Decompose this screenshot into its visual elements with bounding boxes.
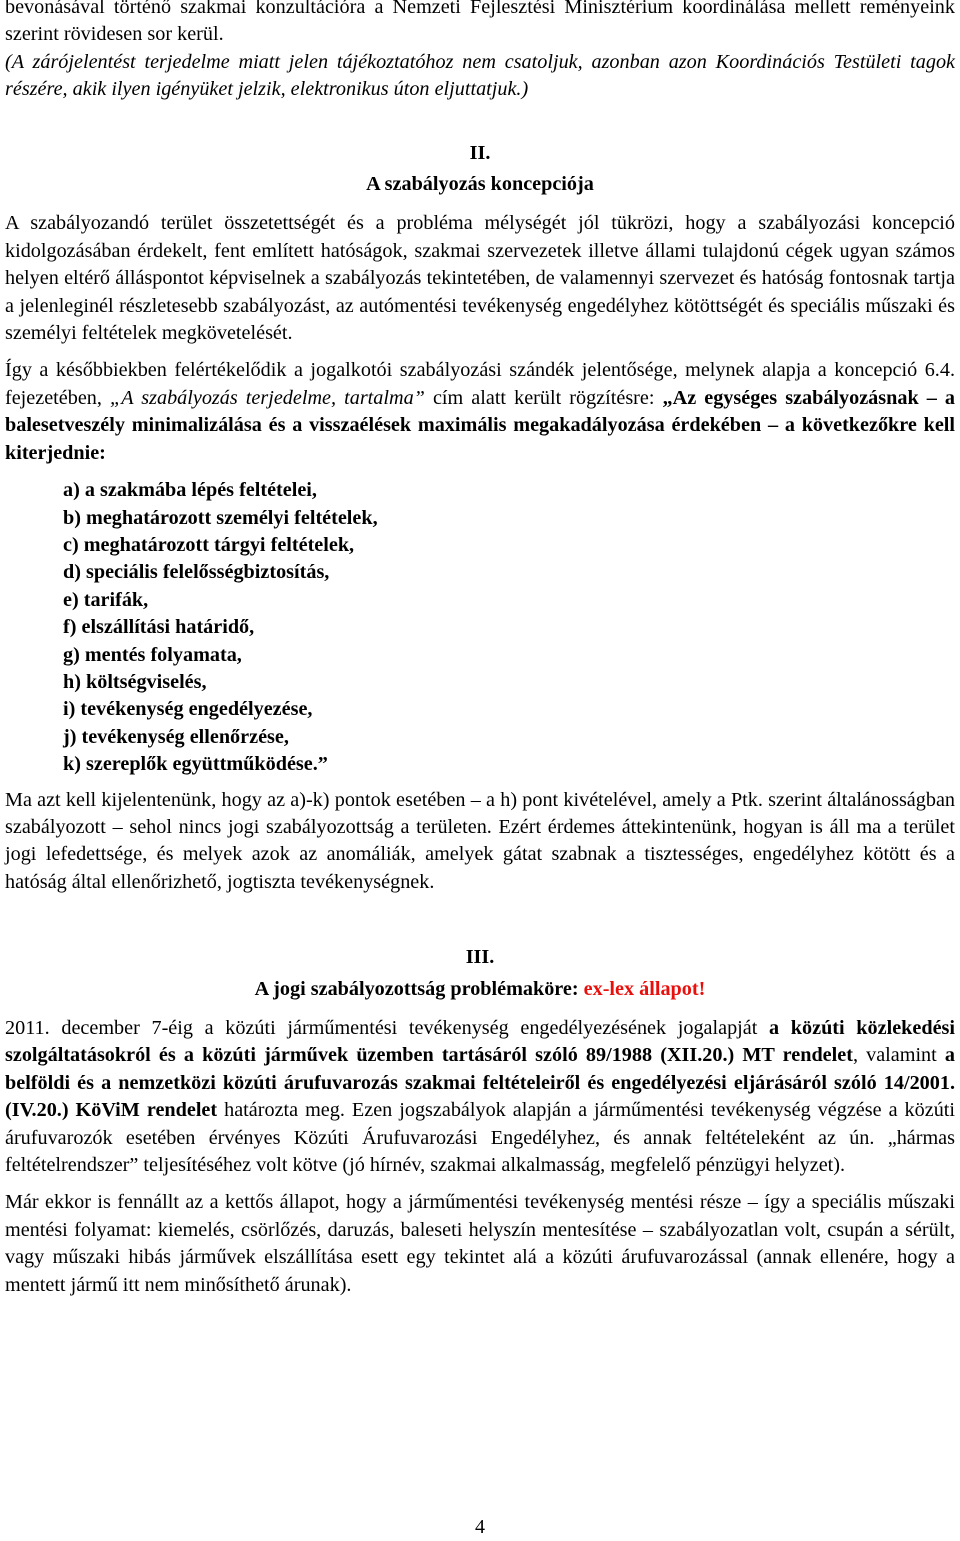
- section-2-title: A szabályozás koncepciója: [366, 173, 594, 196]
- section-3-number: III.: [465, 946, 495, 969]
- list-item: a) a szakmába lépés feltételei,: [63, 479, 317, 502]
- section-2-paragraph-2: [5, 357, 955, 467]
- p1-c: , valamint: [852, 1044, 945, 1067]
- para2-bold: „Az egységes szabályozásnak – a balesetveszély minimalizálása és a visszaélések maximális megakadályozása érdekében – a következőkre kell kiterjednie:: [5, 386, 956, 464]
- list-item: k) szereplők együttműködése.”: [63, 753, 328, 776]
- section-3-title: [5, 976, 955, 1003]
- section-3-paragraph-1: [5, 1015, 955, 1179]
- section-2-paragraph-3: Ma azt kell kijelentenünk, hogy az a)-k) pontok esetében – a h) pont kivételével, amely a Ptk. szerint általánosságban szabályozott – sehol nincs jogi szabályozottság a területen. Ezért érdemes áttekintenünk, hogyan is áll ma a terület jogi lefedettsége, és melyek azok az anomáliák, amelyek gátat szabnak a tisztességes, engedélyhez kötött és a hatóság által ellenőrizhető, jogtiszta tevékenységnek.: [5, 788, 955, 893]
- section-2-paragraph-1: A szabályozandó terület összetettségét és a probléma mélységét jól tükrözi, hogy a szabályozási koncepció kidolgozásában érdekelt, fent említett hatóságok, szakmai szervezetek illetve állami tulajdonú cégek ugyan számos helyen eltérő álláspontot képviselnek a szabályozás tekintetében, de valamennyi szervezet és hatóság fontosnak tartja a jelenleginél részletesebb szabályozást, az autómentési tevékenység engedélyhez kötöttségét és speciális műszaki és személyi feltételek megkövetelését.: [5, 212, 955, 345]
- requirements-list: [5, 477, 955, 778]
- section-3-paragraph-2: Már ekkor is fennállt az a kettős állapot, hogy a járműmentési tevékenység mentési része – így a speciális műszaki mentési folyamat: kiemelés, csörlőzés, daruzás, baleseti helyszín mentesítése – szabályozatlan volt, csupán a sérült, vagy műszaki hibás járművek elszállítása esett egy tekintet alá a közúti árufuvarozással (annak ellenére, hogy a mentett jármű itt nem minősíthető árunak).: [5, 1191, 955, 1296]
- document-page: [5, 0, 955, 1299]
- list-item: g) mentés folyamata,: [63, 643, 242, 666]
- intro-paragraph: bevonásával történő szakmai konzultációra a Nemzeti Fejlesztési Minisztérium koordinálása mellett reményeink szerint rövidesen sor kerül.: [5, 0, 955, 46]
- section-2-number: II.: [469, 141, 491, 164]
- p1-e: határozta meg. Ezen jogszabályok alapján a járműmentési tevékenység végzése a közúti árufuvarozók esetében érvényes Közúti Árufuvarozási Engedélyhez, és annak feltételeként az ún. „hármas feltételrendszer” teljesítéséhez volt kötve (jó hírnév, szakmai alkalmasság, megfelelő pénzügyi helyzet).: [5, 1099, 955, 1177]
- p1-b: a közúti közlekedési szolgáltatásokról és a közúti járművek üzemben tartásáról szóló 89/1988 (XII.20.) MT rendelet: [5, 1017, 955, 1067]
- list-item: f) elszállítási határidő,: [63, 616, 255, 639]
- p1-a: 2011. december 7-éig a közúti járműmentési tevékenység engedélyezésének jogalapját: [5, 1017, 770, 1039]
- page-number: 4: [475, 1516, 485, 1538]
- intro-note: (A zárójelentést terjedelme miatt jelen tájékoztatóhoz nem csatoljuk, azonban azon Koordinációs Testületi tagok részére, akik ilyen igényüket jelzik, elektronikus úton eljuttatjuk.): [5, 50, 955, 101]
- section-3-title-highlight: ex-lex állapot!: [583, 977, 706, 1000]
- list-item: h) költségviselés,: [63, 670, 207, 693]
- para2-start: Így a későbbiekben felértékelődik a jogalkotói szabályozási szándék jelentősége, melynek alapja a koncepció 6.4. fejezetében,: [5, 359, 955, 409]
- list-item: e) tarifák,: [63, 588, 149, 611]
- para2-quote: „A szabályozás terjedelme, tartalma”: [110, 386, 425, 409]
- list-item: c) meghatározott tárgyi feltételek,: [63, 533, 355, 556]
- list-item: i) tevékenység engedélyezése,: [63, 698, 313, 721]
- p1-d: a belföldi és a nemzetközi közúti árufuvarozás szakmai feltételeiről és engedélyezési eljárásáról szóló 14/2001. (IV.20.) KöViM rendelet: [5, 1044, 955, 1122]
- list-item: d) speciális felelősségbiztosítás,: [63, 561, 330, 584]
- section-3-title-text: A jogi szabályozottság problémaköre:: [254, 977, 584, 1000]
- list-item: b) meghatározott személyi feltételek,: [63, 506, 378, 529]
- list-item: j) tevékenység ellenőrzése,: [63, 725, 289, 748]
- para2-mid: cím alatt került rögzítésre:: [424, 386, 663, 409]
